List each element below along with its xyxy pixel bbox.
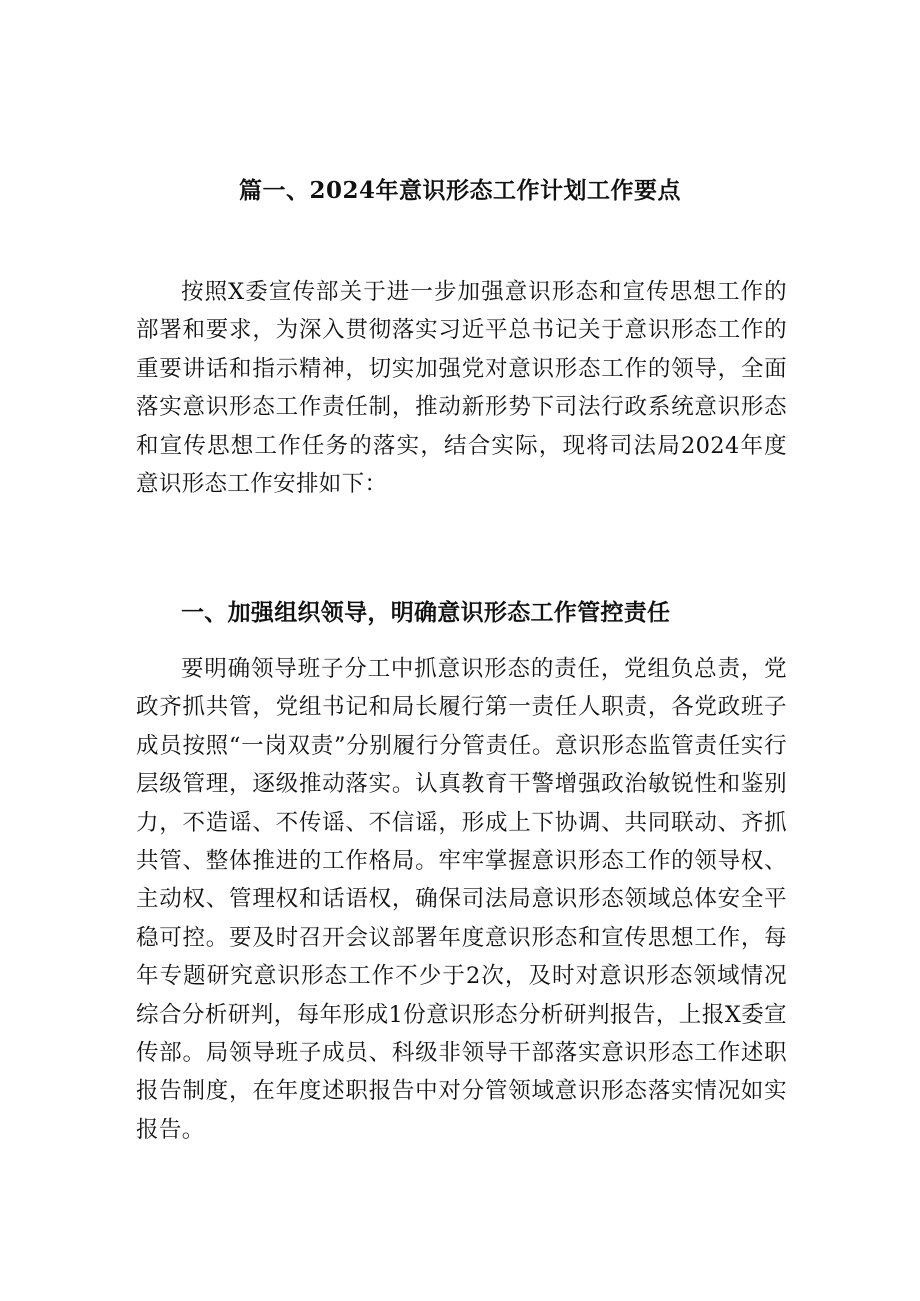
section-body-paragraph: 要明确领导班子分工中抓意识形态的责任，党组负总责，党政齐抓共管，党组书记和局长履行第一责任人职责，各党政班子成员按照“一岗双责”分别履行分管责任。意识形态监管责任实行层级管理，逐级推动落实。认真教育干警增强政治敏锐性和鉴别力，不造谣、不传谣、不信谣，形成上下协调、共同联动、齐抓共管、整体推进的工作格局。牢牢掌握意识形态工作的领导权、主动权、管理权和话语权，确保司法局意识形态领域总体安全平稳可控。要及时召开会议部署年度意识形态和宣传思想工作，每年专题研究意识形态工作不少于2次，及时对意识形态领域情况综合分析研判，每年形成1份意识形态分析研判报告，上报X委宣传部。局领导班子成员、科级非领导干部落实意识形态工作述职报告制度，在年度述职报告中对分管领域意识形态落实情况如实报告。 [136, 656, 787, 1143]
intro-paragraph: 按照X委宣传部关于进一步加强意识形态和宣传思想工作的部署和要求，为深入贯彻落实习近平总书记关于意识形态工作的重要讲话和指示精神，切实加强党对意识形态工作的领导，全面落实意识形态工作责任制，推动新形势下司法行政系统意识形态和宣传思想工作任务的落实，结合实际，现将司法局2024年度意识形态工作安排如下： [136, 279, 787, 498]
section-heading-1: 一、加强组织领导，明确意识形态工作管控责任 [181, 600, 671, 626]
document-title: 篇一、2024年意识形态工作计划工作要点 [238, 177, 681, 204]
